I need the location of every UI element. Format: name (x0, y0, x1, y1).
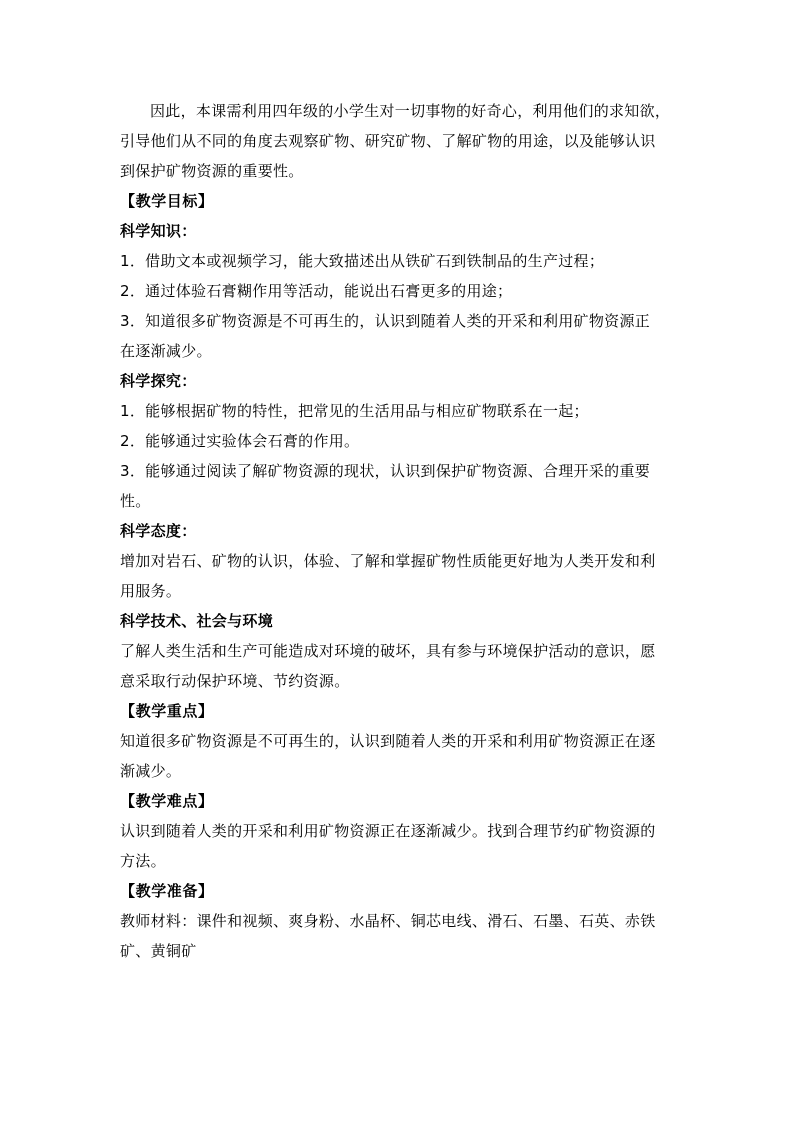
science-knowledge-line-1: 1．借助文本或视频学习，能大致描述出从铁矿石到铁制品的生产过程； (120, 252, 605, 270)
teaching-goals-heading: 【教学目标】 (120, 192, 214, 210)
difficulties-section (120, 786, 676, 876)
science-inquiry-line-2: 2．能够通过实验体会石膏的作用。 (120, 432, 360, 450)
key-points-heading: 【教学重点】 (120, 702, 214, 720)
difficulties-line-2: 方法。 (120, 852, 166, 870)
science-inquiry-line-4: 性。 (120, 492, 151, 510)
science-attitude-line-2: 用服务。 (120, 582, 182, 600)
science-knowledge-line-3: 3．知道很多矿物资源是不可再生的，认识到随着人类的开采和利用矿物资源正 (120, 312, 651, 330)
preparation-heading: 【教学准备】 (120, 882, 214, 900)
intro-line-3: 到保护矿物资源的重要性。 (120, 162, 304, 180)
intro-line-2: 引导他们从不同的角度去观察矿物、研究矿物、了解矿物的用途，以及能够认识 (120, 132, 656, 150)
key-points-line-2: 渐减少。 (120, 762, 182, 780)
teaching-goals-section (120, 186, 676, 696)
intro-line-1: 因此，本课需利用四年级的小学生对一切事物的好奇心，利用他们的求知欲， (150, 102, 671, 120)
preparation-section (120, 876, 676, 966)
preparation-line-2: 矿、黄铜矿 (120, 942, 197, 960)
sts-title: 科学技术、社会与环境 (120, 612, 274, 630)
difficulties-line-1: 认识到随着人类的开采和利用矿物资源正在逐渐减少。找到合理节约矿物资源的 (120, 822, 656, 840)
science-knowledge-line-2: 2．通过体验石膏糊作用等活动，能说出石膏更多的用途； (120, 282, 513, 300)
difficulties-heading: 【教学难点】 (120, 792, 214, 810)
science-inquiry-line-1: 1．能够根据矿物的特性，把常见的生活用品与相应矿物联系在一起； (120, 402, 589, 420)
document-page (120, 96, 676, 966)
science-knowledge-title: 科学知识： (120, 222, 197, 240)
science-knowledge-line-4: 在逐渐减少。 (120, 342, 212, 360)
key-points-section (120, 696, 676, 786)
science-attitude-title: 科学态度： (120, 522, 197, 540)
sts-line-1: 了解人类生活和生产可能造成对环境的破坏，具有参与环境保护活动的意识，愿 (120, 642, 656, 660)
science-inquiry-title: 科学探究： (120, 372, 197, 390)
science-attitude-line-1: 增加对岩石、矿物的认识，体验、了解和掌握矿物性质能更好地为人类开发和利 (120, 552, 656, 570)
sts-line-2: 意采取行动保护环境、节约资源。 (120, 672, 350, 690)
preparation-line-1: 教师材料：课件和视频、爽身粉、水晶杯、铜芯电线、滑石、石墨、石英、赤铁 (120, 912, 656, 930)
key-points-line-1: 知道很多矿物资源是不可再生的，认识到随着人类的开采和利用矿物资源正在逐 (120, 732, 656, 750)
intro-paragraph (120, 96, 676, 186)
science-inquiry-line-3: 3．能够通过阅读了解矿物资源的现状，认识到保护矿物资源、合理开采的重要 (120, 462, 651, 480)
